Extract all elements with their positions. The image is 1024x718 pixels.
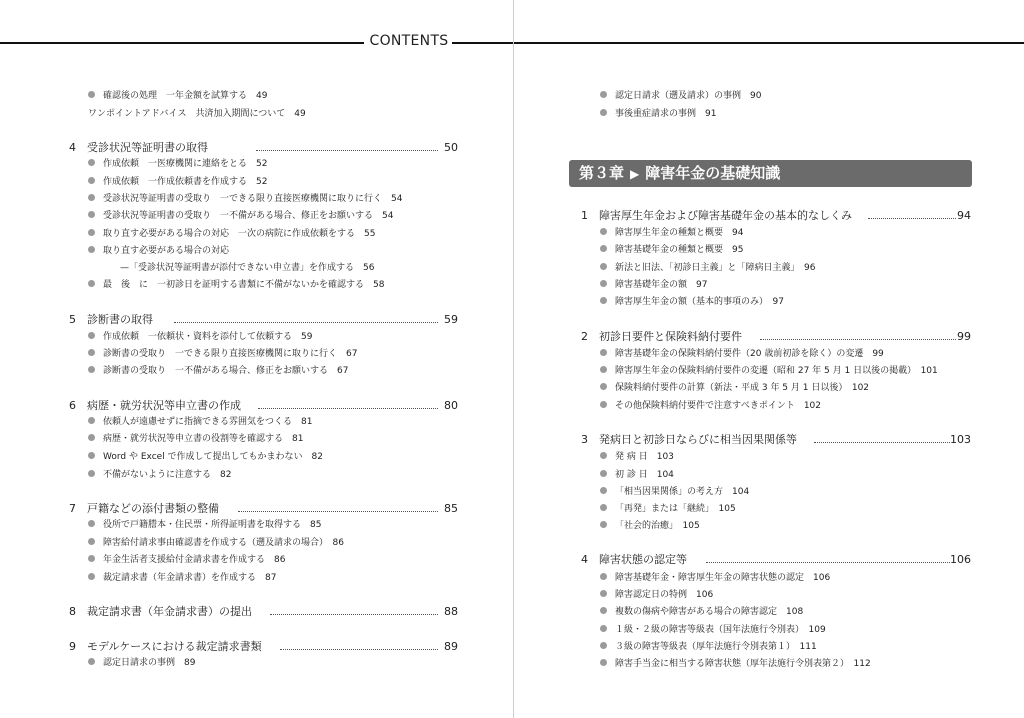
bullet-icon <box>88 194 95 201</box>
page-number: 89 <box>444 640 458 653</box>
page-number: 59 <box>444 313 458 326</box>
section-heading[interactable]: 6 病歴・就労状況等申立書の作成 <box>69 399 241 412</box>
bullet-icon <box>600 91 607 98</box>
bullet-icon <box>88 159 95 166</box>
section-heading[interactable]: 3 発病日と初診日ならびに相当因果関係等 <box>581 433 797 446</box>
list-item[interactable]: 障害基礎年金の額 97 <box>600 279 707 291</box>
list-item[interactable]: 病歴・就労状況等申立書の役割等を確認する 81 <box>88 433 303 445</box>
section-heading[interactable]: 8 裁定請求書（年金請求書）の提出 <box>69 605 252 618</box>
list-item[interactable]: 作成依頼 一医療機関に連絡をとる 52 <box>88 158 267 170</box>
dot-leader <box>258 408 438 409</box>
page-number: 94 <box>957 209 971 222</box>
list-item[interactable]: 障害基礎年金・障害厚生年金の障害状態の認定 106 <box>600 572 830 584</box>
bullet-icon <box>88 434 95 441</box>
bullet-icon <box>88 452 95 459</box>
list-item[interactable]: 障害手当金に相当する障害状態（厚年法施行令別表第２） 112 <box>600 658 871 670</box>
chapter-title: 障害年金の基礎知識 <box>645 164 781 182</box>
list-item-continuation[interactable]: —「受診状況等証明書が添付できない申立書」を作成する 56 <box>120 263 375 273</box>
list-item[interactable]: 診断書の受取り 一不備がある場合、修正をお願いする 67 <box>88 365 348 377</box>
list-item[interactable]: 障害認定日の特例 106 <box>600 589 713 601</box>
bullet-icon <box>600 521 607 528</box>
section-heading[interactable]: 9 モデルケースにおける裁定請求書類 <box>69 640 262 653</box>
list-item[interactable]: 認定日請求の事例 89 <box>88 657 195 669</box>
section-heading[interactable]: 4 受診状況等証明書の取得 <box>69 141 208 154</box>
bullet-icon <box>600 573 607 580</box>
list-item[interactable]: 「再発」または「継続」 105 <box>600 503 736 515</box>
bullet-icon <box>600 470 607 477</box>
bullet-icon <box>88 470 95 477</box>
chapter-label: 第３章 <box>579 164 625 182</box>
bullet-icon <box>600 625 607 632</box>
list-item[interactable]: 障害基礎年金の種類と概要 95 <box>600 244 743 256</box>
dot-leader <box>760 339 956 340</box>
list-item[interactable]: 年金生活者支援給付金請求書を作成する 86 <box>88 554 285 566</box>
bullet-icon <box>88 538 95 545</box>
list-item[interactable]: 役所で戸籍謄本・住民票・所得証明書を取得する 85 <box>88 519 321 531</box>
list-item[interactable]: 発 病 日 103 <box>600 451 674 463</box>
list-item[interactable]: 受診状況等証明書の受取り 一できる限り直接医療機関に取りに行く 54 <box>88 193 402 205</box>
bullet-icon <box>600 642 607 649</box>
page-number: 106 <box>950 553 971 566</box>
bullet-icon <box>600 607 607 614</box>
bullet-icon <box>600 349 607 356</box>
bullet-icon <box>600 452 607 459</box>
dot-leader <box>280 649 438 650</box>
page-title: CONTENTS <box>369 33 449 49</box>
page-number: 50 <box>444 141 458 154</box>
bullet-icon <box>600 487 607 494</box>
page-gutter <box>513 0 514 718</box>
section-heading[interactable]: 4 障害状態の認定等 <box>581 553 687 566</box>
bullet-icon <box>600 280 607 287</box>
list-item[interactable]: 最 後 に 一初診日を証明する書類に不備がないかを確認する 58 <box>88 279 384 291</box>
dot-leader <box>256 150 438 151</box>
list-item[interactable]: 「社会的治癒」 105 <box>600 520 700 532</box>
bullet-icon <box>88 366 95 373</box>
bullet-icon <box>600 401 607 408</box>
bullet-icon <box>600 383 607 390</box>
bullet-icon <box>600 590 607 597</box>
bullet-icon <box>88 417 95 424</box>
dot-leader <box>174 322 438 323</box>
bullet-icon <box>88 658 95 665</box>
bullet-icon <box>88 229 95 236</box>
bullet-icon <box>88 177 95 184</box>
bullet-icon <box>88 280 95 287</box>
list-item[interactable]: 事後重症請求の事例 91 <box>600 108 716 120</box>
list-item[interactable]: Word や Excel で作成して提出してもかまわない 82 <box>88 451 323 463</box>
page-number: 103 <box>950 433 971 446</box>
section-heading[interactable]: 7 戸籍などの添付書類の整備 <box>69 502 219 515</box>
bullet-icon <box>88 573 95 580</box>
bullet-icon <box>600 228 607 235</box>
section-heading[interactable]: 1 障害厚生年金および障害基礎年金の基本的なしくみ <box>581 209 852 222</box>
bullet-icon <box>88 91 95 98</box>
list-item[interactable]: 認定日請求（遡及請求）の事例 90 <box>600 90 761 102</box>
list-item[interactable]: 受診状況等証明書の受取り 一不備がある場合、修正をお願いする 54 <box>88 210 393 222</box>
chapter-banner[interactable] <box>569 160 972 187</box>
list-item[interactable]: 障害給付請求事由確認書を作成する（遡及請求の場合） 86 <box>88 537 344 549</box>
list-item[interactable]: 不備がないように注意する 82 <box>88 469 231 481</box>
list-item[interactable]: 「相当因果関係」の考え方 104 <box>600 486 749 498</box>
list-item[interactable]: 障害厚生年金の額（基本的事項のみ） 97 <box>600 296 784 308</box>
list-item: 確認後の処理 一年金額を試算する 49 <box>88 90 267 102</box>
bullet-icon <box>88 246 95 253</box>
bullet-icon <box>88 349 95 356</box>
list-item[interactable]: 初 診 日 104 <box>600 469 674 481</box>
list-item[interactable]: 障害基礎年金の保険料納付要件（20 歳前初診を除く）の変遷 99 <box>600 348 884 360</box>
list-item[interactable]: 保険料納付要件の計算（新法・平成 3 年 5 月 1 日以後） 102 <box>600 382 869 394</box>
bullet-icon <box>88 520 95 527</box>
list-item[interactable]: その他保険料納付要件で注意すべきポイント 102 <box>600 400 821 412</box>
bullet-icon <box>600 245 607 252</box>
bullet-icon <box>88 555 95 562</box>
list-item[interactable]: 作成依頼 一依頼状・資料を添付して依頼する 59 <box>88 331 312 343</box>
list-item[interactable]: 作成依頼 一作成依頼書を作成する 52 <box>88 176 267 188</box>
section-heading[interactable]: 5 診断書の取得 <box>69 313 153 326</box>
list-item[interactable]: １級・２級の障害等級表（国年法施行令別表） 109 <box>600 624 826 636</box>
page-number: 99 <box>957 330 971 343</box>
list-item[interactable]: 新法と旧法、「初診日主義」と「障病日主義」 96 <box>600 262 815 274</box>
list-item[interactable]: 診断書の受取り 一できる限り直接医療機関に取りに行く 67 <box>88 348 357 360</box>
bullet-icon <box>600 366 607 373</box>
list-item[interactable]: 依頼人が遠慮せずに指摘できる雰囲気をつくる 81 <box>88 416 312 428</box>
page-number: 80 <box>444 399 458 412</box>
bullet-icon <box>88 332 95 339</box>
triangle-right-icon: ▶ <box>630 167 640 181</box>
dot-leader <box>270 614 438 615</box>
bullet-icon <box>88 211 95 218</box>
list-item[interactable]: 取り直す必要がある場合の対応 <box>88 245 229 257</box>
list-item[interactable]: 障害厚生年金の保険料納付要件の変遷（昭和 27 年 5 月 1 日以後の掲載） 101 <box>600 365 938 377</box>
dot-leader <box>706 562 950 563</box>
list-item[interactable]: 複数の傷病や障害がある場合の障害認定 108 <box>600 606 803 618</box>
bullet-icon <box>600 659 607 666</box>
dot-leader <box>814 442 950 443</box>
list-item[interactable]: 裁定請求書（年金請求書）を作成する 87 <box>88 572 276 584</box>
list-item[interactable]: ３級の障害等級表（厚年法施行令別表第１） 111 <box>600 641 817 653</box>
section-heading[interactable]: 2 初診日要件と保険料納付要件 <box>581 330 742 343</box>
bullet-icon <box>600 263 607 270</box>
dot-leader <box>238 511 438 512</box>
list-item[interactable]: 取り直す必要がある場合の対応 一次の病院に作成依頼をする 55 <box>88 228 375 240</box>
bullet-icon <box>600 504 607 511</box>
page-number: 88 <box>444 605 458 618</box>
list-item[interactable]: 障害厚生年金の種類と概要 94 <box>600 227 743 239</box>
bullet-icon <box>600 109 607 116</box>
bullet-icon <box>600 297 607 304</box>
list-item: ワンポイントアドバイス 共済加入期間について 49 <box>88 109 306 119</box>
page-number: 85 <box>444 502 458 515</box>
